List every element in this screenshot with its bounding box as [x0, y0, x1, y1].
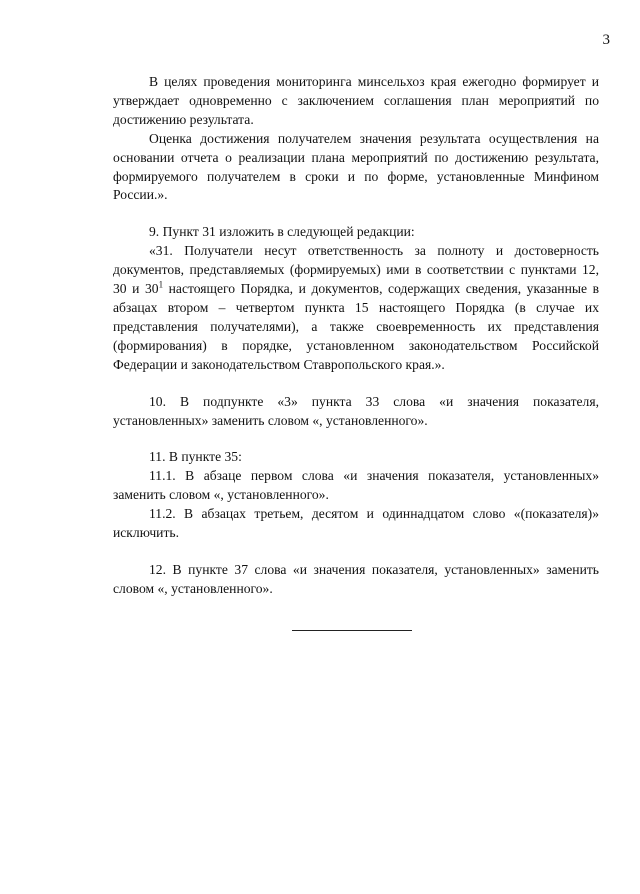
item-31-text-part-1: «31. Получатели несут ответственность за полноту и достоверность документов, представляемых (формируемых) ими в соответствии с пунктами 12, 30 и 30 — [113, 243, 599, 297]
paragraph-item-11-1: 11.1. В абзаце первом слова «и значения показателя, установленных» заменить словом «, установленного». — [113, 468, 599, 503]
paragraph-item-11: 11. В пункте 35: — [149, 449, 242, 465]
paragraph-result-assessment: Оценка достижения получателем значения результата осуществления на основании отчета о реализации плана мероприятий по достижению результата, формируемого получателем в сроки и по форме, установленные Минфином России.». — [113, 130, 599, 203]
paragraph-item-9: 9. Пункт 31 изложить в следующей редакции: — [149, 224, 415, 240]
paragraph-item-11-2: 11.2. В абзацах третьем, десятом и одиннадцатом слово «(показателя)» исключить. — [113, 506, 599, 541]
document-body — [113, 73, 599, 599]
paragraph-item-31-text — [113, 242, 599, 374]
item-31-text-part-2: настоящего Порядка, и документов, содержащих сведения, указанные в абзацах втором – четвертом пункта 15 настоящего Порядка (в случае их представления получателями), а также своевременность их представления (формирования) в порядке, установленном законодательством Российской Федерации и законодательством Ставропольского края.». — [113, 281, 600, 372]
page-number: 3 — [602, 32, 610, 48]
paragraph-item-12: 12. В пункте 37 слова «и значения показателя, установленных» заменить словом «, установленного». — [113, 561, 599, 596]
superscript-mark: 1 — [158, 279, 164, 290]
end-of-document-rule — [292, 630, 412, 631]
paragraph-item-10: 10. В подпункте «3» пункта 33 слова «и значения показателя, установленных» заменить словом «, установленного». — [113, 393, 599, 428]
paragraph-monitoring-plan: В целях проведения мониторинга минсельхоз края ежегодно формирует и утверждает одновременно с заключением соглашения план мероприятий по достижению результата. — [113, 74, 599, 127]
